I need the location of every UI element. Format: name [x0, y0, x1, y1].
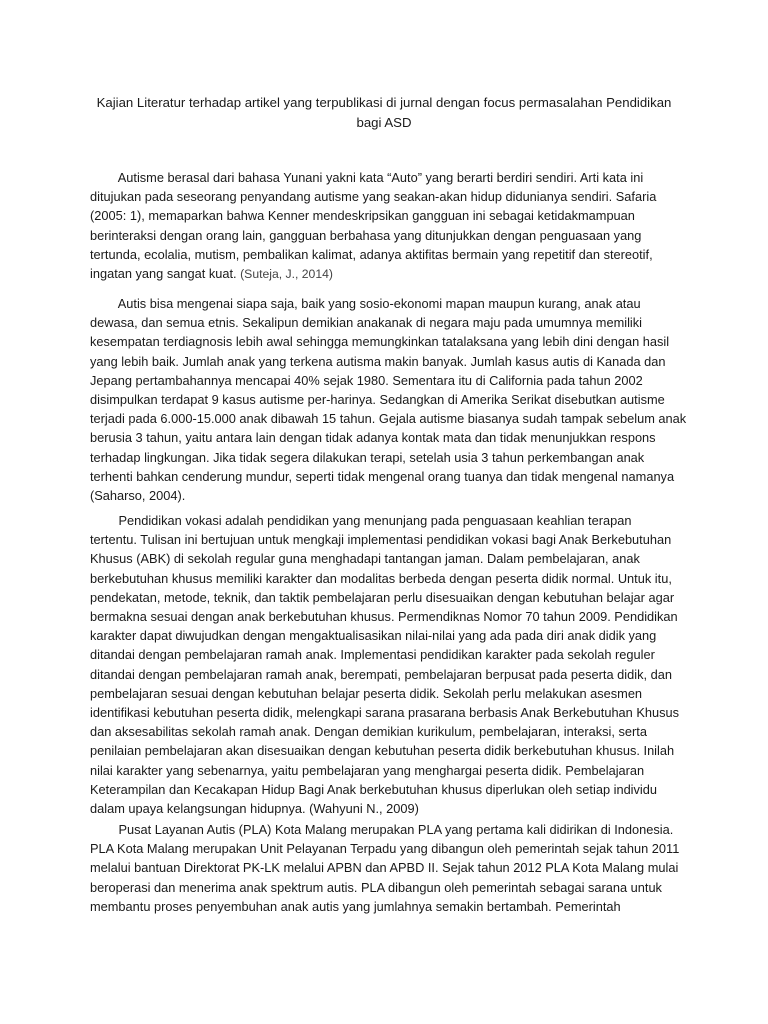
text-line: nilai karakter yang sebenarnya, yaitu pembelajaran yang menghargai peserta didik. Pembelajaran: [90, 762, 645, 778]
citation: (Suteja, J., 2014): [240, 267, 333, 282]
title-line-2: bagi ASD: [356, 114, 412, 130]
text-line: PLA Kota Malang merupakan Unit Pelayanan Terpadu yang dibangun oleh pemerintah sejak tahun 2011: [90, 841, 680, 857]
text-line: terjadi pada 6.000-15.000 anak dibawah 15 tahun. Gejala autisme biasanya sudah tampak sebelum anak: [90, 411, 687, 427]
paragraph-pla-kota-malang: [90, 820, 690, 916]
text-line: membantu proses penyembuhan anak autis yang jumlahnya semakin bertambah. Pemerintah: [90, 898, 621, 914]
paragraph-autisme-definition: [90, 168, 690, 284]
text-line: ingatan yang sangat kuat.: [90, 266, 241, 282]
text-line: Autisme berasal dari bahasa Yunani yakni kata “Auto” yang berarti berdiri sendiri. Arti kata ini: [90, 170, 644, 185]
text-line: kesempatan terdiagnosis lebih awal sehingga memungkinkan tatalaksana yang lebih dini dengan hasil: [90, 334, 670, 350]
text-line: karakter dapat diwujudkan dengan mengaktualisasikan nilai-nilai yang ada pada diri anak didik yang: [90, 628, 657, 644]
text-line: dalam upaya kelangsungan hidupnya. (Wahyuni N., 2009): [90, 801, 419, 817]
text-line: dewasa, dan semua etnis. Sekalipun demikian anakanak di negara maju pada umumnya memiliki: [90, 315, 642, 331]
text-line: Jepang pertambahannya mencapai 40% sejak 1980. Sementara itu di California pada tahun 2002: [90, 372, 643, 388]
text-line: ditandai dengan pembelajaran ramah anak, berempati, pembelajaran berpusat pada peserta didik, dan: [90, 666, 672, 682]
text-line: pembelajaran sesuai dengan kebutuhan belajar peserta didik. Sekolah perlu melakukan asesmen: [90, 685, 643, 701]
text-line: ditandai dengan pembelajaran ramah anak. Implementasi pendidikan karakter pada sekolah reguler: [90, 647, 655, 663]
text-line: Autis bisa mengenai siapa saja, baik yang sosio-ekonomi mapan maupun kurang, anak atau: [90, 296, 641, 311]
text-line: pendekatan, metode, teknik, dan taktik pembelajaran perlu disesuaikan dengan kebutuhan belajar agar: [90, 589, 675, 605]
text-line: berkebutuhan khusus memiliki karakter dan modalitas berbeda dengan peserta didik normal. Untuk itu,: [90, 570, 672, 586]
text-line: terhenti bahkan cenderung mundur, seperti tidak mengenal orang tuanya dan tidak mengenal namanya: [90, 468, 675, 484]
text-line: disimpulkan terdapat 9 kasus autisme per-harinya. Sedangkan di Amerika Serikat disebutkan autisme: [90, 392, 665, 408]
text-line: ditujukan pada seseorang penyandang autisme yang seakan-akan hidup didunianya sendiri. Safaria: [90, 189, 657, 205]
text-line: tertunda, ecolalia, mutism, pembalikan kalimat, adanya aktifitas bermain yang repetitif dan stereotif,: [90, 246, 653, 262]
text-line: penilaian pembelajaran akan disesuaikan dengan kebutuhan peserta didik berkebutuhan khusus. Inilah: [90, 743, 675, 759]
text-line-with-citation: [90, 264, 690, 284]
title-line-1: Kajian Literatur terhadap artikel yang terpublikasi di jurnal dengan focus permasalahan Pendidikan: [96, 95, 672, 110]
text-line: terhadap lingkungan. Jika tidak segera dilakukan terapi, setelah usia 3 tahun perkembangan anak: [90, 449, 645, 465]
text-line: (Saharso, 2004).: [90, 488, 186, 504]
paragraph-pendidikan-vokasi: [90, 511, 690, 818]
text-line: melalui bantuan Direktorat PK-LK melalui APBN dan APBD II. Sejak tahun 2012 PLA Kota Malang mulai: [90, 860, 679, 876]
text-line: (2005: 1), memaparkan bahwa Kenner mendeskripsikan gangguan ini sebagai ketidakmampuan: [90, 208, 635, 224]
text-line: berusia 3 tahun, yaitu antara lain dengan tidak adanya kontak mata dan tidak menunjukkan respons: [90, 430, 656, 446]
text-line: bermakna sesuai dengan anak berkebutuhan khusus. Permendiknas Nomor 70 tahun 2009. Pendidikan: [90, 609, 678, 625]
text-line: identifikasi kebutuhan peserta didik, melengkapi sarana prasarana berbasis Anak Berkebutuhan Khusus: [90, 705, 680, 721]
text-line: Keterampilan dan Kecakapan Hidup Bagi Anak berkebutuhan khusus diperlukan oleh setiap individu: [90, 781, 658, 797]
text-line: Pusat Layanan Autis (PLA) Kota Malang merupakan PLA yang pertama kali didirikan di Indonesia.: [90, 822, 674, 837]
text-line: dan aksesabilitas sekolah ramah anak. Dengan demikian kurikulum, pembelajaran, interaksi, serta: [90, 724, 647, 740]
text-line: yang lebih baik. Jumlah anak yang terkena autisma makin banyak. Jumlah kasus autis di Kanada dan: [90, 353, 666, 369]
text-line: beroperasi dan menerima anak spektrum autis. PLA dibangun oleh pemerintah sebagai sarana untuk: [90, 879, 662, 895]
paragraph-autis-prevalence: [90, 294, 690, 505]
text-line: berinteraksi dengan orang lain, gangguan berbahasa yang ditunjukkan dengan penguasaan yang: [90, 227, 642, 243]
text-line: Khusus (ABK) di sekolah regular guna menghadapi tantangan jaman. Dalam pembelajaran, anak: [90, 551, 640, 567]
text-line: tertentu. Tulisan ini bertujuan untuk mengkaji implementasi pendidikan vokasi bagi Anak Berkebutuhan: [90, 532, 672, 548]
text-line: Pendidikan vokasi adalah pendidikan yang menunjang pada penguasaan keahlian terapan: [90, 513, 632, 528]
document-title: [80, 93, 688, 132]
